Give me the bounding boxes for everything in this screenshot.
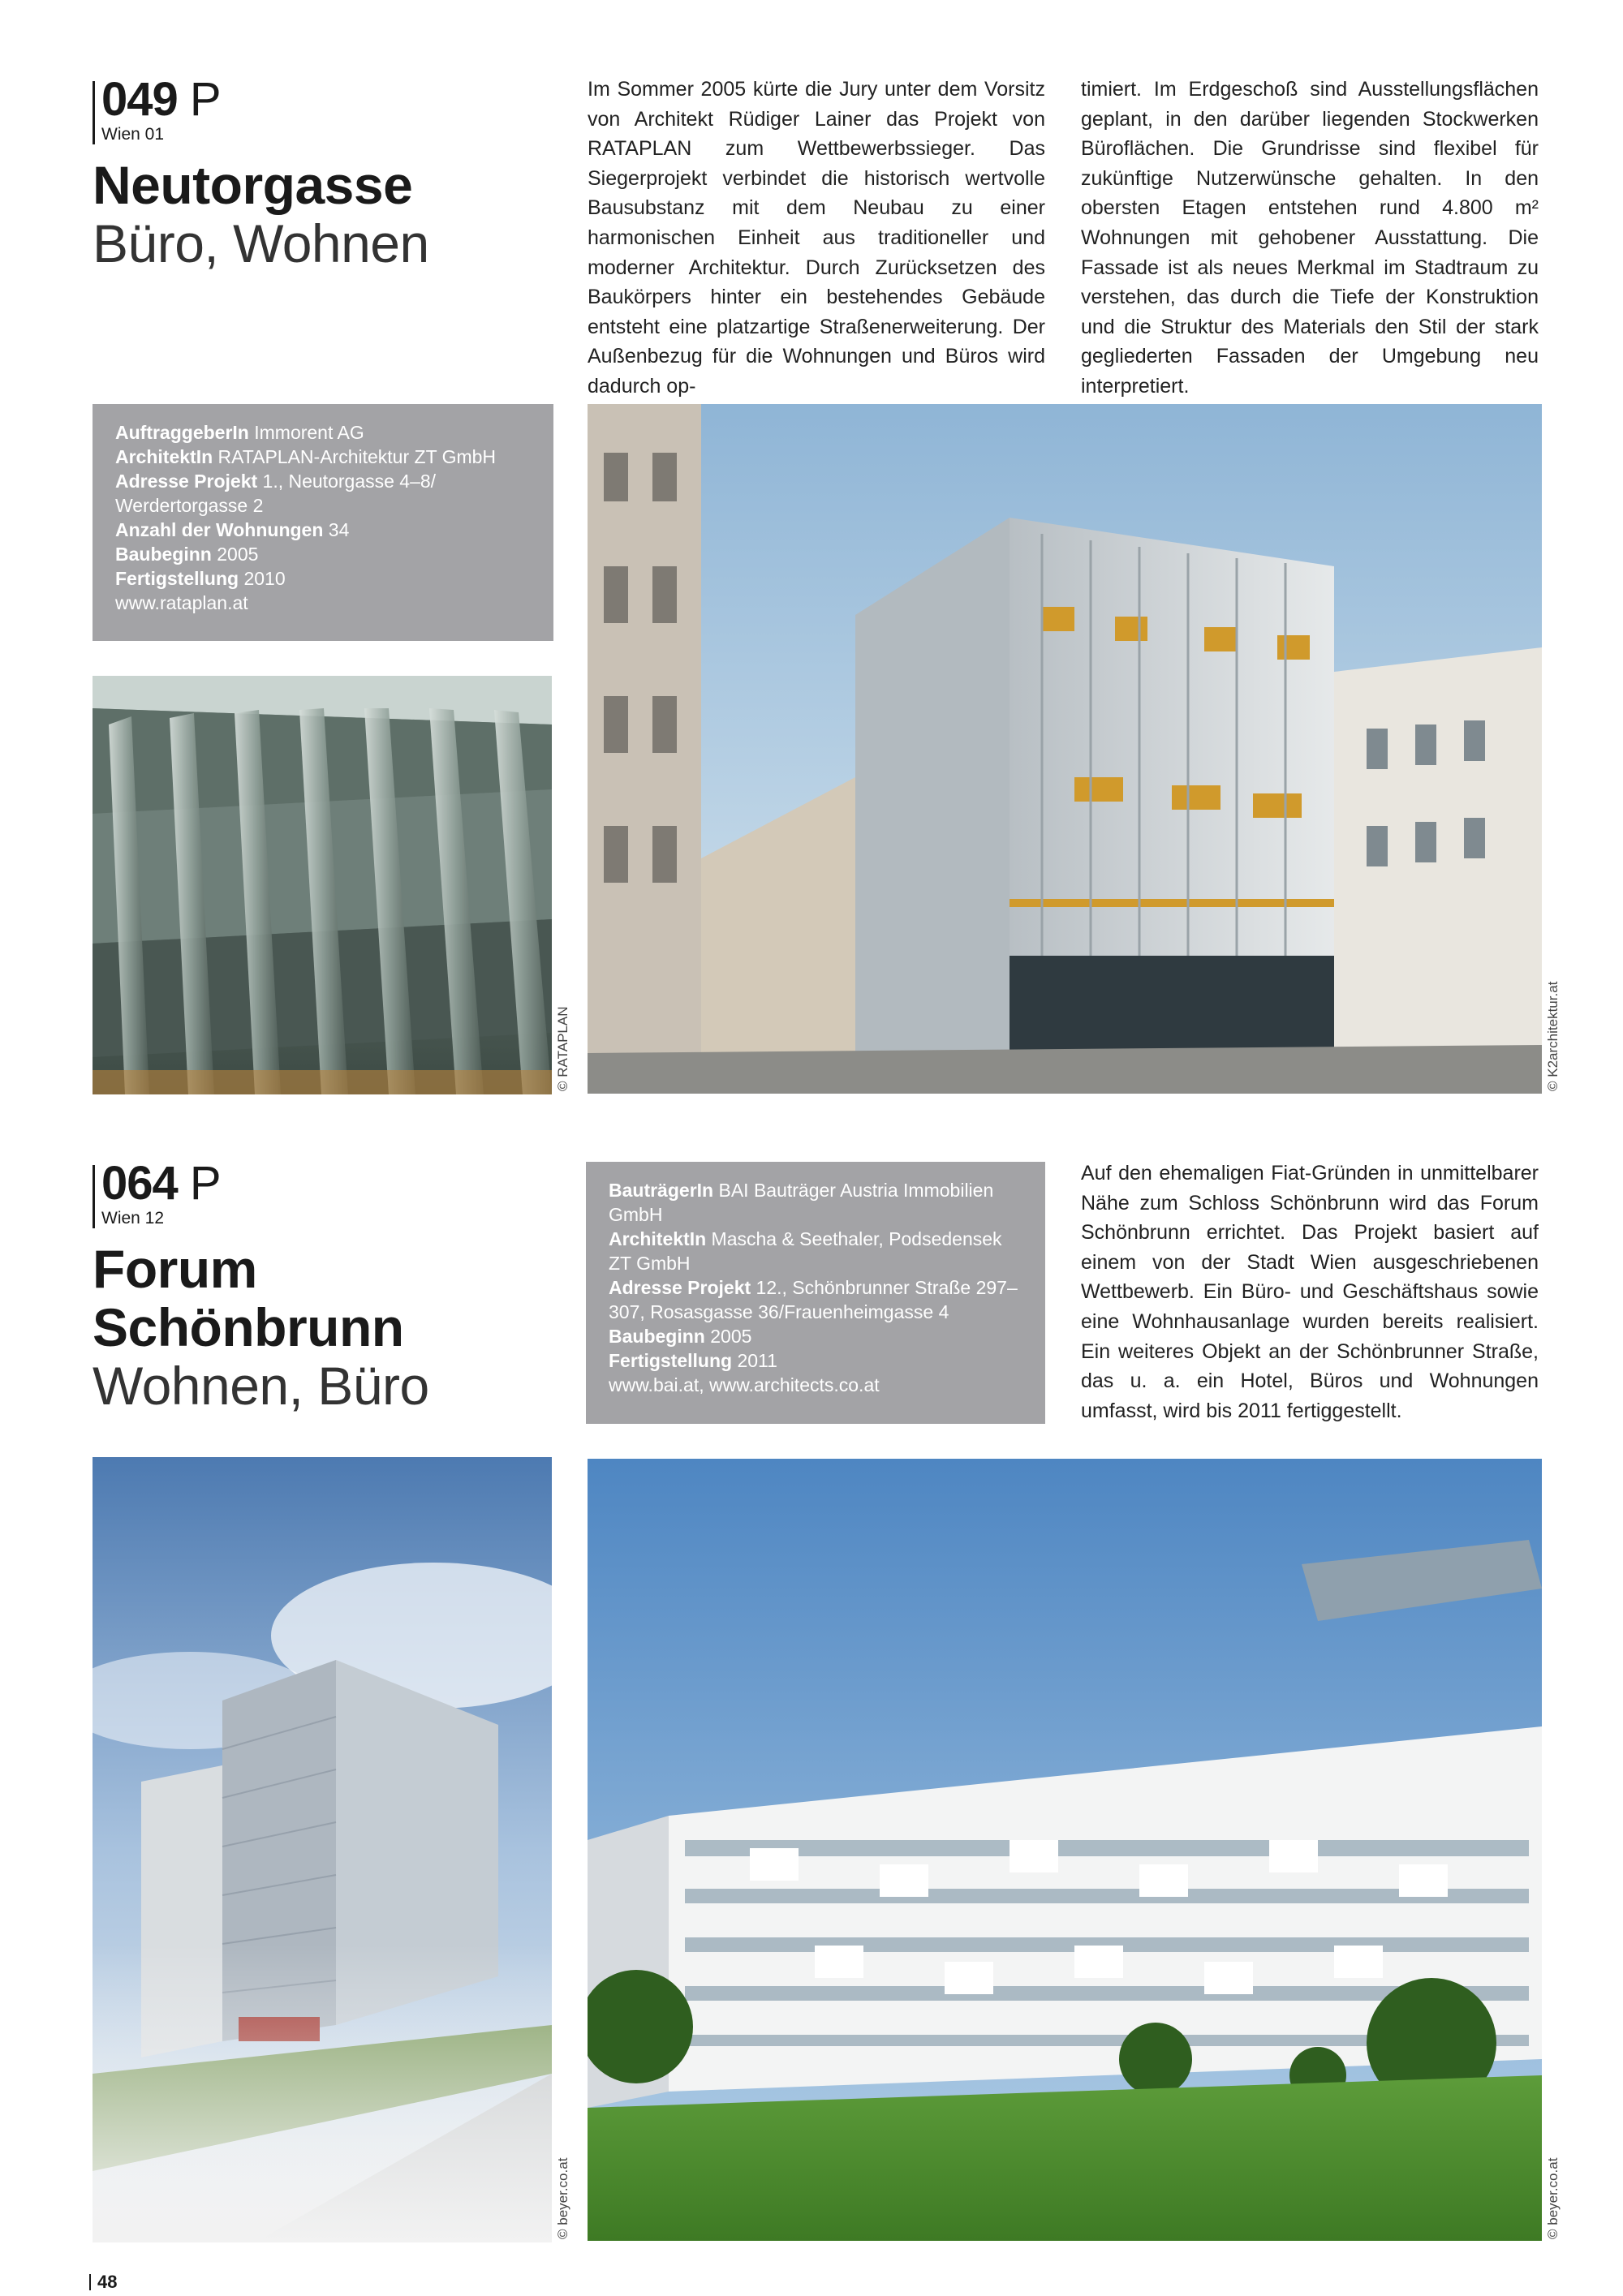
website-link[interactable]: www.rataplan.at: [115, 592, 248, 613]
info-row: [609, 1227, 1022, 1275]
project-title: Neutorgasse: [93, 155, 413, 215]
info-label: ArchitektIn: [115, 446, 213, 467]
info-row: [115, 469, 531, 518]
building-street-photo: [588, 404, 1542, 1094]
info-label: Adresse Projekt: [115, 471, 258, 492]
info-label: Adresse Projekt: [609, 1277, 751, 1298]
info-row: [609, 1373, 1022, 1397]
project-title-line1: Forum: [93, 1239, 257, 1299]
info-row: [609, 1324, 1022, 1348]
info-row: [115, 566, 531, 591]
info-label: Baubeginn: [115, 544, 212, 565]
info-row: [115, 542, 531, 566]
info-value: 2005: [211, 544, 259, 565]
website-link[interactable]: www.bai.at, www.architects.co.at: [609, 1374, 880, 1395]
photo-credit-large: © beyer.co.at: [1545, 2157, 1561, 2239]
project-2-info-box: [586, 1162, 1045, 1424]
info-row: [115, 445, 531, 469]
project-2-header: [93, 1159, 547, 1415]
info-value: 34: [323, 519, 350, 540]
page-number: 48: [89, 2272, 117, 2293]
info-value: Immorent AG: [248, 422, 364, 443]
info-label: ArchitektIn: [609, 1228, 707, 1249]
project-number: 064 P: [101, 1157, 221, 1210]
facade-detail-photo: [93, 676, 552, 1094]
photo-credit-large: © K2architektur.at: [1545, 981, 1561, 1091]
info-value: Mascha & Seethaler, Podsedensek ZT GmbH: [609, 1228, 1002, 1274]
info-value: 2005: [704, 1326, 752, 1347]
info-label: Fertigstellung: [115, 568, 239, 589]
info-row: [609, 1275, 1022, 1324]
project-1-text-col1: Im Sommer 2005 kürte die Jury unter dem Vorsitz von Architekt Rüdiger Lainer das Projekt von RATAPLAN zum Wettbewerbssieger. Das Siegerprojekt verbindet die historisch wertvolle Bausubstanz mit dem Neubau zu einer harmonischen Einheit aus traditioneller und moderner Architektur. Durch Zurücksetzen des Baukörpers hinter ein bestehendes Gebäude entsteht eine platzartige Straßenerweiterung. Der Außenbezug für die Wohnungen und Büros wird dadurch op-: [588, 78, 1045, 398]
page-number-bar: [89, 2274, 91, 2290]
project-number-line: [93, 1159, 547, 1228]
info-value: 12., Schönbrunner Straße 297–307, Rosasgasse 36/Frauenheimgasse 4: [609, 1277, 1018, 1322]
residential-complex-render-photo: [588, 1459, 1542, 2241]
project-subtitle: Wohnen, Büro: [93, 1356, 429, 1416]
project-1-text-col2: timiert. Im Erdgeschoß sind Ausstellungsflächen geplant, in den darüber liegenden Stockwerken Büroflächen. Die Grundrisse sind flexibel für zukünftige Nutzerwünsche gehalten. In den obersten Etagen entstehen rund 4.800 m² Wohnungen mit gehobener Ausstattung. Die Fassade ist als neues Merkmal im Stadtraum zu verstehen, das durch die Tiefe der Konstruktion und die Struktur des Materials den Stil der stark gegliederten Fassaden der Umgebung neu interpretiert.: [1081, 78, 1539, 398]
photo-credit: © RATAPLAN: [555, 1006, 570, 1091]
info-row: [115, 420, 531, 445]
info-row: [115, 591, 531, 615]
project-1-header: [93, 75, 547, 273]
info-value: RATAPLAN-Architektur ZT GmbH: [213, 446, 497, 467]
divider-bar: [93, 81, 95, 144]
info-row: [115, 518, 531, 542]
divider-bar: [93, 1165, 95, 1228]
office-tower-render-photo: [93, 1457, 552, 2242]
info-label: BauträgerIn: [609, 1180, 714, 1201]
photo-credit: © beyer.co.at: [555, 2157, 570, 2239]
info-value: 1., Neutorgasse 4–8/ Werdertorgasse 2: [115, 471, 437, 516]
info-value: 2011: [732, 1350, 777, 1371]
info-label: Baubeginn: [609, 1326, 705, 1347]
info-value: 2010: [239, 568, 286, 589]
info-value: BAI Bauträger Austria Immobilien GmbH: [609, 1180, 994, 1225]
info-row: [609, 1178, 1022, 1227]
project-2-text: Auf den ehemaligen Fiat-Gründen in unmittelbarer Nähe zum Schloss Schönbrunn wird das Forum Schönbrunn errichtet. Das Projekt basiert auf einem von der Stadt Wien ausgeschriebenen Wettbewerb. Ein Büro- und Geschäftshaus sowie eine Wohnhausanlage wurden bereits realisiert. Ein weiteres Objekt an der Schönbrunner Straße, das u. a. ein Hotel, Büros und Wohnungen umfasst, wird bis 2011 fertiggestellt.: [1081, 1162, 1539, 1422]
info-row: [609, 1348, 1022, 1373]
info-label: Fertigstellung: [609, 1350, 733, 1371]
district-label: Wien 01: [101, 125, 165, 144]
info-label: Anzahl der Wohnungen: [115, 519, 324, 540]
info-label: AuftraggeberIn: [115, 422, 249, 443]
project-title-line2: Schönbrunn: [93, 1297, 404, 1357]
project-subtitle: Büro, Wohnen: [93, 213, 429, 273]
district-label: Wien 12: [101, 1209, 165, 1228]
project-number: 049 P: [101, 73, 221, 126]
project-number-line: [93, 75, 547, 144]
project-1-info-box: [93, 404, 553, 641]
